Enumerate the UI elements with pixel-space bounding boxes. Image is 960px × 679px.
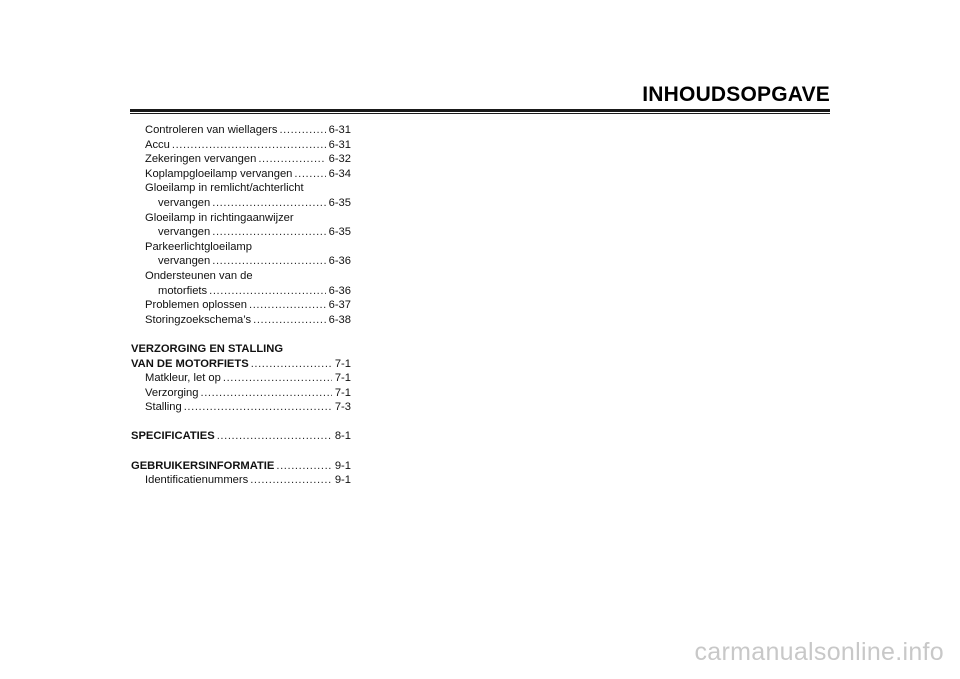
toc-entry-label: Matkleur, let op xyxy=(145,372,221,385)
toc-entry-label: Koplampgloeilamp vervangen xyxy=(145,167,293,180)
toc-entry-page: 7-1 xyxy=(334,386,351,399)
toc-entry-tail-light-bulb[interactable] xyxy=(131,181,351,196)
toc-entry-page: 7-1 xyxy=(334,357,351,370)
toc-entry-tail-light-bulb-cont[interactable] xyxy=(131,196,351,211)
section-heading-consumer-info[interactable] xyxy=(131,459,351,474)
toc-entry-page: 7-3 xyxy=(334,401,351,414)
toc-entry-matte-color[interactable] xyxy=(131,371,351,386)
watermark-text: carmanualsonline.info xyxy=(694,638,944,666)
toc-entry-battery[interactable] xyxy=(131,138,351,153)
table-of-contents xyxy=(131,123,351,488)
toc-entry-label: Stalling xyxy=(145,401,182,414)
toc-entry-label: Gloeilamp in richtingaanwijzer xyxy=(145,211,294,224)
toc-entry-troubleshooting-charts[interactable] xyxy=(131,313,351,328)
toc-entry-label: Ondersteunen van de xyxy=(145,269,253,282)
toc-entry-page: 6-32 xyxy=(328,153,351,166)
toc-entry-page: 9-1 xyxy=(334,459,351,472)
header-rule xyxy=(130,109,830,112)
toc-entry-page: 6-34 xyxy=(328,167,351,180)
section-heading-specifications[interactable] xyxy=(131,429,351,444)
toc-entry-identification-numbers[interactable] xyxy=(131,473,351,488)
toc-entry-label: Controleren van wiellagers xyxy=(145,124,278,136)
toc-entry-turn-signal-bulb[interactable] xyxy=(131,211,351,226)
dot-leader xyxy=(212,196,325,211)
toc-entry-label: vervangen xyxy=(158,255,211,268)
section-heading-label: GEBRUIKERSINFORMATIE xyxy=(131,459,275,472)
dot-leader xyxy=(172,138,326,153)
dot-leader xyxy=(209,284,325,299)
dot-leader xyxy=(253,313,325,328)
dot-leader xyxy=(258,152,325,167)
section-heading-care-storage-cont[interactable] xyxy=(131,357,351,372)
toc-entry-page: 6-38 xyxy=(328,313,351,326)
toc-entry-supporting-motorcycle-cont[interactable] xyxy=(131,284,351,299)
section-spacer xyxy=(131,327,351,342)
section-heading-label: SPECIFICATIES xyxy=(131,430,215,443)
dot-leader xyxy=(223,371,332,386)
toc-entry-page: 7-1 xyxy=(334,372,351,385)
toc-entry-label: Problemen oplossen xyxy=(145,299,247,312)
section-heading-care-storage[interactable]: VERZORGING EN STALLING xyxy=(131,342,284,355)
dot-leader xyxy=(279,123,325,138)
dot-leader xyxy=(184,400,332,415)
dot-leader xyxy=(250,473,332,488)
dot-leader xyxy=(249,298,326,313)
dot-leader xyxy=(212,254,325,269)
toc-entry-label: motorfiets xyxy=(158,284,208,297)
toc-entry-label: Storingzoekschema’s xyxy=(145,313,252,326)
toc-entry-storage[interactable] xyxy=(131,400,351,415)
toc-entry-page: 6-35 xyxy=(328,226,351,239)
section-spacer xyxy=(131,415,351,430)
page-title: INHOUDSOPGAVE xyxy=(642,83,830,106)
toc-entry-headlight-bulb[interactable] xyxy=(131,167,351,182)
toc-entry-care[interactable] xyxy=(131,386,351,401)
dot-leader xyxy=(212,225,325,240)
toc-entry-label: vervangen xyxy=(158,196,211,209)
toc-entry-label: Parkeerlichtgloeilamp xyxy=(145,240,252,253)
dot-leader xyxy=(251,357,332,372)
toc-entry-turn-signal-bulb-cont[interactable] xyxy=(131,225,351,240)
dot-leader xyxy=(217,429,332,444)
toc-entry-parking-light-bulb[interactable] xyxy=(131,240,351,255)
toc-entry-page: 8-1 xyxy=(334,430,351,443)
toc-entry-parking-light-bulb-cont[interactable] xyxy=(131,254,351,269)
toc-entry-fuses[interactable] xyxy=(131,152,351,167)
dot-leader xyxy=(200,386,331,401)
toc-entry-page: 6-31 xyxy=(328,124,351,136)
toc-entry-label: Zekeringen vervangen xyxy=(145,153,257,166)
toc-entry-label: vervangen xyxy=(158,226,211,239)
toc-entry-supporting-motorcycle[interactable] xyxy=(131,269,351,284)
dot-leader xyxy=(276,459,331,474)
toc-entry-page: 6-35 xyxy=(328,196,351,209)
dot-leader xyxy=(294,167,325,182)
toc-entry-troubleshooting[interactable] xyxy=(131,298,351,313)
toc-entry-page: 9-1 xyxy=(334,474,351,487)
section-spacer xyxy=(131,444,351,459)
toc-entry-page: 6-36 xyxy=(328,255,351,268)
toc-entry-wheel-bearings[interactable] xyxy=(131,123,351,138)
toc-entry-label: Gloeilamp in remlicht/achterlicht xyxy=(145,182,304,195)
toc-entry-page: 6-37 xyxy=(328,299,351,312)
header-rule-thin xyxy=(130,113,830,114)
toc-entry-page: 6-36 xyxy=(328,284,351,297)
section-heading-label: VAN DE MOTORFIETS xyxy=(131,357,249,370)
toc-entry-label: Verzorging xyxy=(145,386,199,399)
toc-entry-label: Accu xyxy=(145,138,170,151)
toc-entry-label: Identificatienummers xyxy=(145,474,249,487)
toc-entry-page: 6-31 xyxy=(328,138,351,151)
